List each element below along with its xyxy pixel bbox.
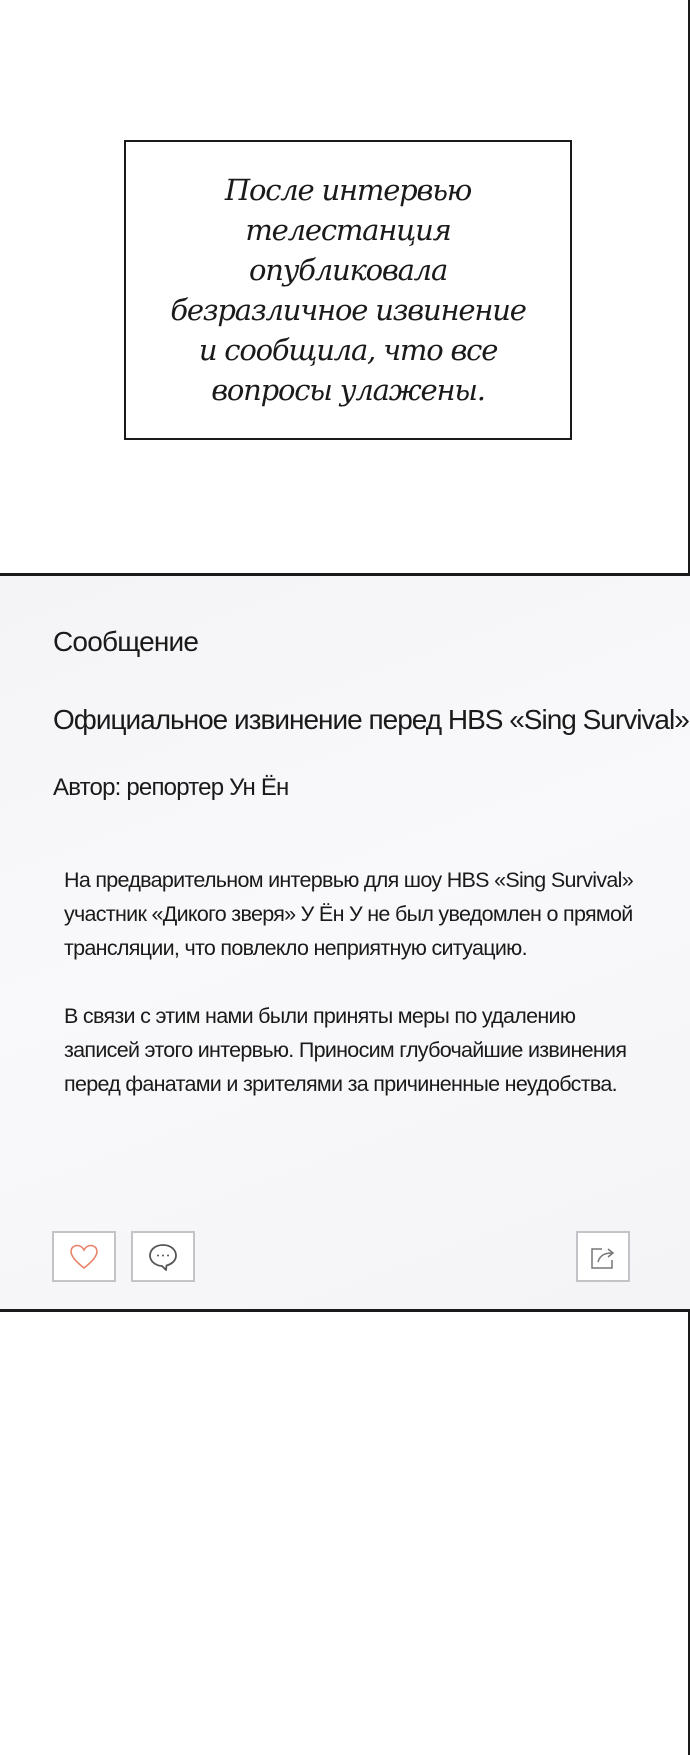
share-button[interactable] xyxy=(576,1231,630,1282)
narration-box xyxy=(124,140,572,440)
post-body xyxy=(64,863,644,1135)
heart-icon xyxy=(69,1243,99,1271)
share-icon xyxy=(588,1243,618,1271)
post-category: Сообщение xyxy=(53,626,199,657)
post-paragraph: На предварительном интервью для шоу HBS «Sing Survival» участник «Дикого зверя» У Ён У не был уведомлен о прямой трансляции, что повлекло неприятную ситуацию. xyxy=(64,868,633,960)
narration-text: После интервью телестанция опубликовала безразличное извинение и сообщила, что все вопросы улажены. xyxy=(170,173,526,407)
post-paragraph: В связи с этим нами были приняты меры по удалению записей этого интервью. Приносим глубочайшие извинения перед фанатами и зрителями за причиненные неудобства. xyxy=(64,1004,627,1096)
post-title: Официальное извинение перед HBS «Sing Survival» xyxy=(53,704,689,735)
like-button[interactable] xyxy=(52,1231,116,1282)
comment-button[interactable] xyxy=(131,1231,195,1282)
news-post-panel xyxy=(0,573,690,1312)
post-author: Автор: репортер Ун Ён xyxy=(53,774,289,801)
speech-bubble-icon xyxy=(147,1242,179,1272)
